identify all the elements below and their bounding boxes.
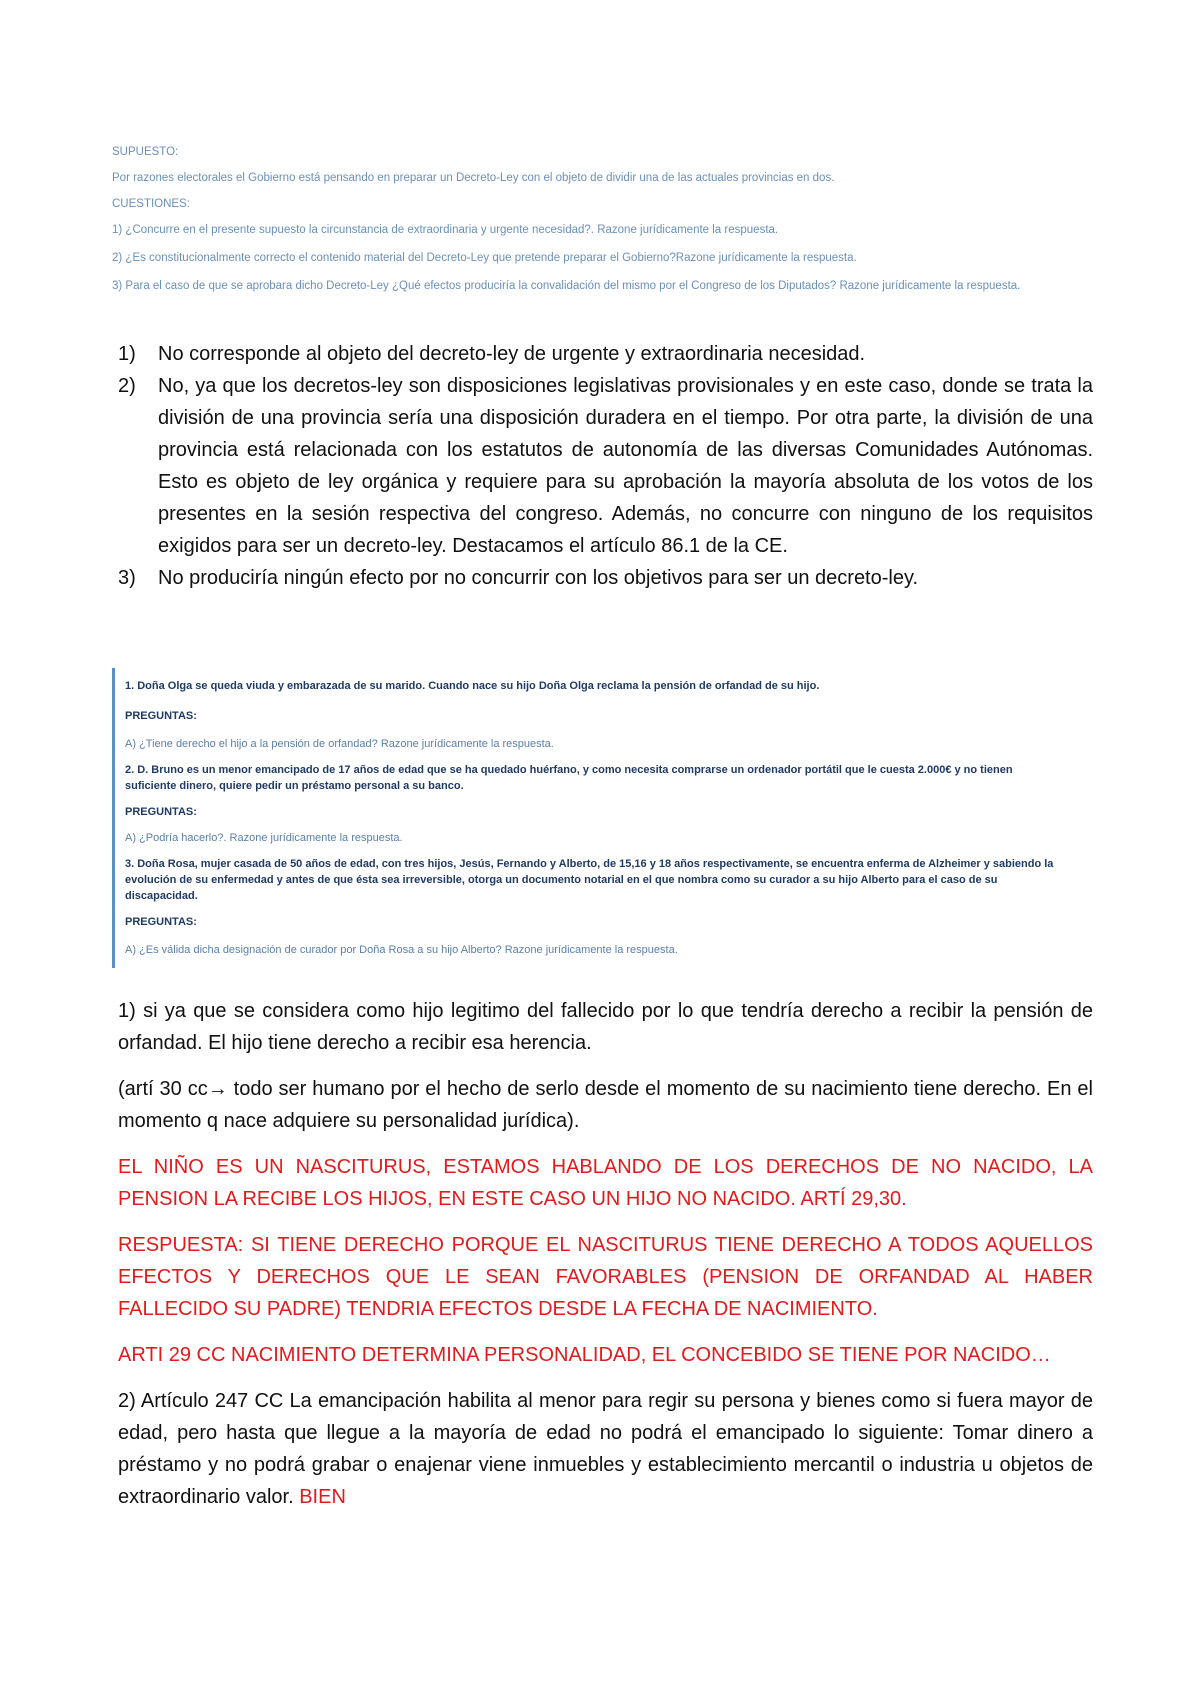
paragraph-respuesta-correccion: RESPUESTA: SI TIENE DERECHO PORQUE EL NASCITURUS TIENE DERECHO A TODOS AQUELLOS EFECTOS Y DERECHOS QUE LE SEAN FAVORABLES (PENSION DE ORFANDAD AL HABER FALLECIDO SU PADRE) TENDRIA EFECTOS DESDE LA FECHA DE NACIMIENTO. (118, 1234, 1093, 1320)
list-text: No corresponde al objeto del decreto-ley de urgente y extraordinaria necesidad. (158, 343, 866, 365)
preguntas-1: PREGUNTAS: (125, 710, 197, 722)
list-text: No, ya que los decretos-ley son disposiciones legislativas provisionales y en este caso, donde se trata la división de una provincia sería una disposición duradera en el tiempo. Por otra parte, la división de una provincia está relacionada con los estatutos de autonomía de las diversas Comunidades Autónomas. Esto es objeto de ley orgánica y requiere para su aprobación la mayoría absoluta de los votos de los presentes en la sesión respectiva del congreso. Además, no concurre con ninguno de los requisitos exigidos para ser un decreto-ley. Destacamos el artículo 86.1 de la CE. (158, 375, 1093, 557)
list-item (118, 338, 1093, 370)
caso-3-linea-3: discapacidad. (125, 890, 198, 902)
caso-3-linea-2: evolución de su enfermedad y antes de que ésta sea irreversible, otorga un documento notarial en el que nombra como su curador a su hijo Alberto para el caso de su (125, 874, 998, 886)
cuestiones-heading: CUESTIONES: (112, 198, 190, 210)
list-item (118, 370, 1093, 562)
paragraph-respuesta-2-text: 2) Artículo 247 CC La emancipación habilita al menor para regir su persona y bienes como si fuera mayor de edad, pero hasta que llegue a la mayoría de edad no podrá el emancipado lo siguiente: Tomar dinero a préstamo y no podrá grabar o enajenar viene inmuebles y establecimiento mercantil o industria u objetos de extraordinario valor. (118, 1390, 1093, 1508)
correction-tag: BIEN (299, 1486, 346, 1508)
list-item (118, 562, 1093, 594)
pregunta-1a: A) ¿Tiene derecho el hijo a la pensión de orfandad? Razone jurídicamente la respuesta. (125, 738, 554, 750)
pregunta-2a: A) ¿Podría hacerlo?. Razone jurídicamente la respuesta. (125, 832, 403, 844)
supuesto-scenario: Por razones electorales el Gobierno está pensando en preparar un Decreto-Ley con el objeto de dividir una de las actuales provincias en dos. (112, 172, 835, 184)
paragraph-nasciturus: EL NIÑO ES UN NASCITURUS, ESTAMOS HABLANDO DE LOS DERECHOS DE NO NACIDO, LA PENSION LA RECIBE LOS HIJOS, EN ESTE CASO UN HIJO NO NACIDO. ARTÍ 29,30. (118, 1156, 1093, 1210)
list-number: 1) (118, 343, 136, 365)
supuesto-heading: SUPUESTO: (112, 146, 179, 158)
caso-2-linea-2: suficiente dinero, quiere pedir un préstamo personal a su banco. (125, 780, 464, 792)
cuestion-2: 2) ¿Es constitucionalmente correcto el contenido material del Decreto-Ley que pretende preparar el Gobierno?Razone jurídicamente la respuesta. (112, 252, 857, 264)
caso-1: 1. Doña Olga se queda viuda y embarazada de su marido. Cuando nace su hijo Doña Olga reclama la pensión de orfandad de su hijo. (125, 680, 820, 692)
list-number: 2) (118, 375, 136, 397)
answers-decreto-ley (118, 338, 1093, 594)
pregunta-3a: A) ¿Es válida dicha designación de curador por Doña Rosa a su hijo Alberto? Razone jurídicamente la respuesta. (125, 944, 678, 956)
cuestion-1: 1) ¿Concurre en el presente supuesto la circunstancia de extraordinaria y urgente necesidad?. Razone jurídicamente la respuesta. (112, 224, 779, 236)
preguntas-3: PREGUNTAS: (125, 916, 197, 928)
pasted-screenshot-supuesto (112, 146, 1032, 316)
pasted-screenshot-casos (112, 668, 1054, 968)
caso-2-linea-1: 2. D. Bruno es un menor emancipado de 17 años de edad que se ha quedado huérfano, y como necesita comprarse un ordenador portátil que le cuesta 2.000€ y no tienen (125, 764, 1013, 776)
preguntas-2: PREGUNTAS: (125, 806, 197, 818)
caso-3-linea-1: 3. Doña Rosa, mujer casada de 50 años de edad, con tres hijos, Jesús, Fernando y Alberto, de 15,16 y 18 años respectivamente, se encuentra enferma de Alzheimer y sabiendo la (125, 858, 1054, 870)
answers-casos (118, 995, 1093, 1527)
list-number: 3) (118, 567, 136, 589)
paragraph-respuesta-1: 1) si ya que se considera como hijo legitimo del fallecido por lo que tendría derecho a recibir la pensión de orfandad. El hijo tiene derecho a recibir esa herencia. (118, 1000, 1093, 1054)
paragraph-articulo-29: ARTI 29 CC NACIMIENTO DETERMINA PERSONALIDAD, EL CONCEBIDO SE TIENE POR NACIDO… (118, 1344, 1051, 1366)
list-text: No produciría ningún efecto por no concurrir con los objetivos para ser un decreto-ley. (158, 567, 919, 589)
paragraph-articulo-30: (artí 30 cc→ todo ser humano por el hecho de serlo desde el momento de su nacimiento tiene derecho. En el momento q nace adquiere su personalidad jurídica). (118, 1078, 1093, 1132)
cuestion-3: 3) Para el caso de que se aprobara dicho Decreto-Ley ¿Qué efectos produciría la convalidación del mismo por el Congreso de los Diputados? Razone jurídicamente la respuesta. (112, 280, 1021, 292)
paragraph-respuesta-2 (118, 1385, 1093, 1513)
